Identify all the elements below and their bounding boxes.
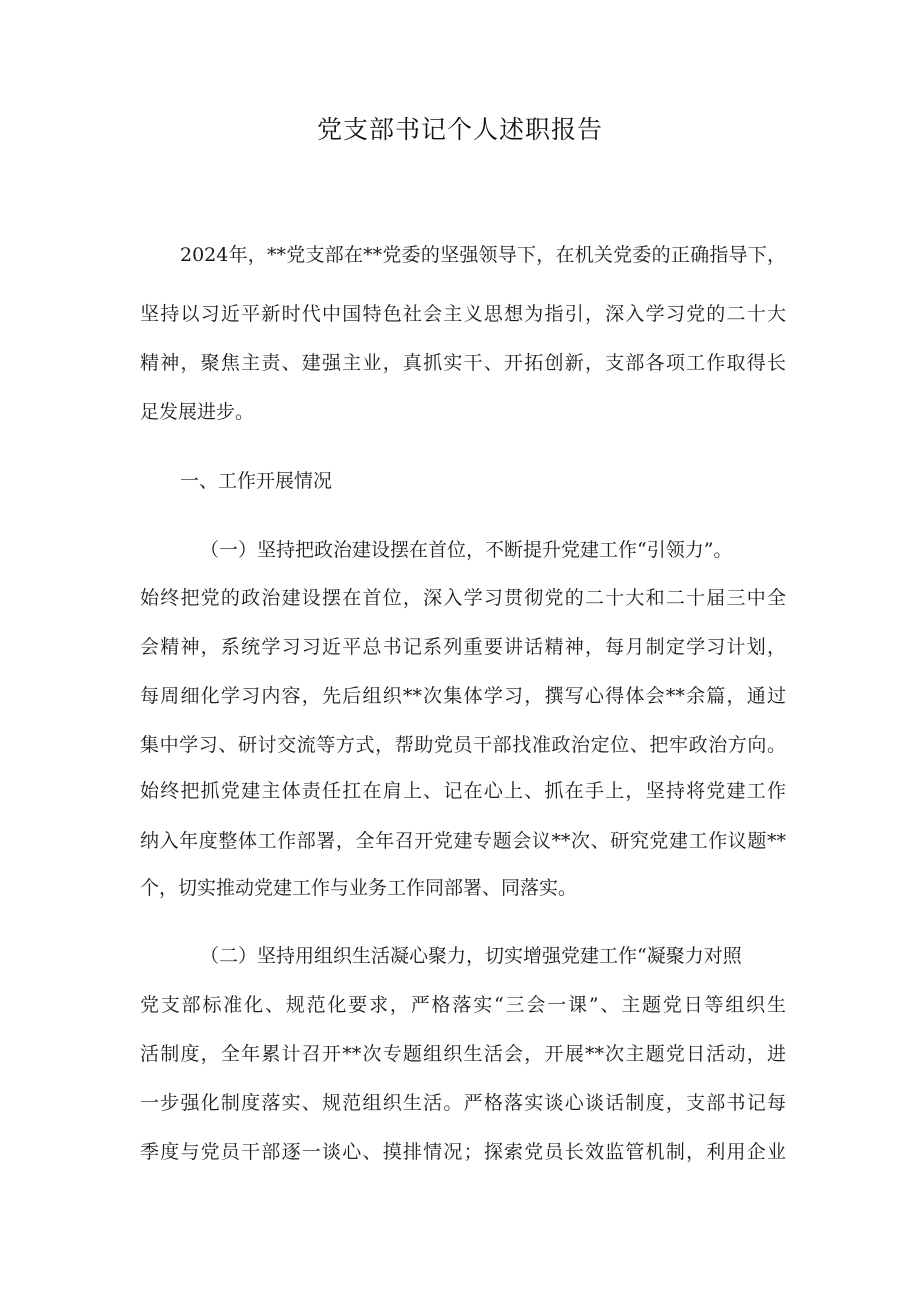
intro-line: 足发展进步。: [140, 401, 255, 423]
body-line: 集中学习、研讨交流等方式，帮助党员干部找准政治定位、把牢政治方向。: [140, 734, 786, 756]
body-line: 始终把党的政治建设摆在首位，深入学习贯彻党的二十大和二十届三中全: [140, 587, 786, 609]
body-line: 每周细化学习内容，先后组织**次集体学习，撰写心得体会**余篇，通过: [140, 685, 786, 707]
intro-line: 坚持以习近平新时代中国特色社会主义思想为指引，深入学习党的二十大: [140, 303, 786, 325]
body-line: 始终把抓党建主体责任扛在肩上、记在心上、抓在手上，坚持将党建工作: [140, 780, 786, 802]
subsection-heading: （一）坚持把政治建设摆在首位，不断提升党建工作“引领力”。: [200, 539, 733, 561]
body-line: 一步强化制度落实、规范组织生活。严格落实谈心谈话制度，支部书记每: [140, 1092, 786, 1114]
subsection-heading: （二）坚持用组织生活凝心聚力，切实增强党建工作“凝聚力对照: [200, 945, 742, 967]
body-line: 活制度，全年累计召开**次专题组织生活会，开展**次主题党日活动，进: [140, 1043, 786, 1065]
body-line: 季度与党员干部逐一谈心、摸排情况；探索党员长效监管机制，利用企业: [140, 1141, 786, 1163]
body-line: 党支部标准化、规范化要求，严格落实“三会一课”、主题党日等组织生: [140, 994, 786, 1016]
intro-line: 2024年，**党支部在**党委的坚强领导下，在机关党委的正确指导下，: [180, 244, 786, 266]
section-heading: 一、工作开展情况: [180, 470, 333, 492]
body-line: 纳入年度整体工作部署，全年召开党建专题会议**次、研究党建工作议题**: [140, 830, 786, 852]
body-line: 会精神，系统学习习近平总书记系列重要讲话精神，每月制定学习计划，: [140, 636, 786, 658]
body-line: 个，切实推动党建工作与业务工作同部署、同落实。: [140, 877, 578, 899]
intro-line: 精神，聚焦主责、建强主业，真抓实干、开拓创新，支部各项工作取得长: [140, 352, 786, 374]
document-title: 党支部书记个人述职报告: [316, 115, 603, 144]
